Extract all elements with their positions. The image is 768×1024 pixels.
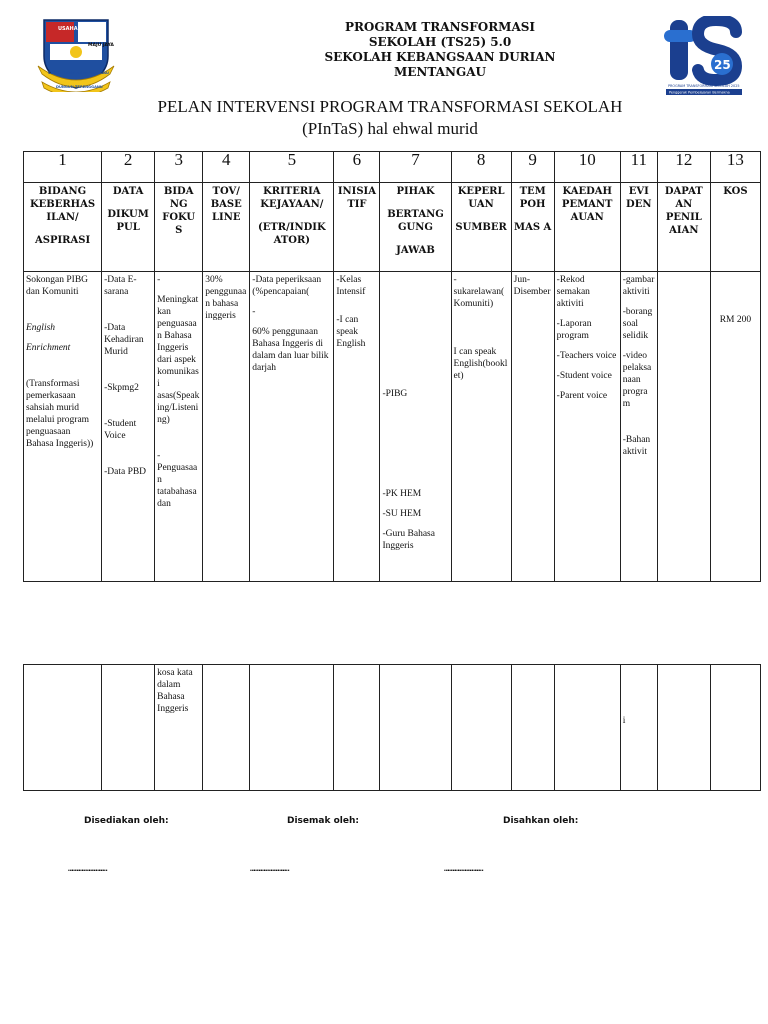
column-header-text: BIDANG KEBERHAS ILAN/ [29, 186, 96, 223]
column-header-row [24, 183, 761, 272]
column-header [250, 183, 334, 272]
cell-keperluan [451, 272, 511, 582]
cell-text: -Teachers voice [556, 351, 617, 361]
cell-tempoh [511, 665, 554, 791]
cell-text: -Student Voice [104, 419, 137, 441]
column-number: 3 [155, 152, 203, 183]
column-header-text: DIKUM PUL [107, 209, 149, 233]
cell-text: Meningkatkan penguasaan Bahasa Inggeris dari aspek komunikasi asas(Speaking/Listening) [157, 295, 200, 425]
intervention-plan-table-continued [23, 664, 761, 791]
column-header [203, 183, 250, 272]
cell-text: I can speak English(booklet) [453, 347, 508, 381]
column-header-text: KAEDAH PEMANT AUAN [561, 186, 613, 223]
column-header-text: BERTANG GUNG [387, 209, 444, 233]
column-number: 12 [657, 152, 710, 183]
column-header-text: TOV/ BASE LINE [210, 186, 242, 223]
column-header-text: INISIA TIF [337, 186, 376, 210]
cell-text: -Data E-sarana [104, 275, 137, 297]
header-line-3: SEKOLAH KEBANGSAAN DURIAN [324, 50, 556, 64]
column-header-text: BIDA NG FOKU S [162, 186, 196, 236]
ts25-logo [664, 16, 744, 96]
document-title [120, 96, 660, 140]
column-number: 9 [511, 152, 554, 183]
column-header [24, 183, 102, 272]
cell-tov [203, 665, 250, 791]
ts25-caption-1: PROGRAM TRANSFORMASI SEKOLAH 2025 [668, 84, 740, 88]
cell-text: -video pelaksanaan program [622, 351, 652, 409]
column-header-text: KOS [723, 186, 748, 197]
approved-by-label: Disahkan oleh: [503, 816, 579, 826]
cell-kos [710, 665, 760, 791]
column-header [710, 183, 760, 272]
column-header-text: TEM POH [519, 186, 546, 210]
crest-motto-right: MAJU JAYA [88, 43, 114, 48]
cell-text: Enrichment [26, 343, 71, 353]
checked-by-label: Disemak oleh: [287, 816, 359, 826]
cell-text: Sokongan PIBG dan Komuniti [26, 275, 89, 297]
cell-text: RM 200 [719, 315, 752, 325]
cell-text: -Laporan program [556, 319, 592, 341]
column-number-row [24, 152, 761, 183]
cell-kos [710, 272, 760, 582]
column-header [380, 183, 451, 272]
column-header-text: DATA [112, 186, 144, 197]
cell-text: i [622, 716, 626, 726]
cell-data [102, 665, 155, 791]
table-row [24, 272, 761, 582]
cell-keperluan [451, 665, 511, 791]
cell-text: -sukarelawan(Komuniti) [453, 275, 505, 309]
column-header [620, 183, 657, 272]
cell-bidang [24, 665, 102, 791]
cell-bidang-fokus [155, 272, 203, 582]
cell-text: -Data Kehadiran Murid [104, 323, 144, 357]
approved-by-signature-line: …………………………… [444, 864, 482, 874]
column-number: 6 [334, 152, 380, 183]
title-line-1: PELAN INTERVENSI PROGRAM TRANSFORMASI SEKOLAH [157, 97, 623, 116]
prepared-by-label: Disediakan oleh: [84, 816, 169, 826]
cell-text: - [157, 451, 161, 461]
cell-text: -SU HEM [382, 509, 422, 519]
column-header-text: MAS A [514, 222, 552, 233]
column-header [102, 183, 155, 272]
cell-text: - [252, 307, 256, 317]
prepared-by-signature-line: …………………………… [68, 864, 106, 874]
cell-text: -Guru Bahasa Inggeris [382, 529, 435, 551]
column-header-text: JAWAB [396, 245, 435, 256]
cell-text: English [26, 323, 56, 333]
column-number: 8 [451, 152, 511, 183]
header-line-2: SEKOLAH (TS25) 5.0 [368, 35, 512, 49]
table-row [24, 665, 761, 791]
header-line-4: MENTANGAU [394, 65, 486, 79]
header-line-1: PROGRAM TRANSFORMASI [344, 20, 536, 34]
cell-text: -gambar aktiviti [622, 275, 655, 297]
column-header-text: SUMBER [455, 222, 507, 233]
cell-text: kosa kata dalam Bahasa Inggeris [157, 668, 193, 714]
column-header [657, 183, 710, 272]
column-header-text: KRITERIA KEJAYAAN/ [260, 186, 324, 210]
cell-text: -Bahan aktivit [622, 435, 651, 457]
column-number: 2 [102, 152, 155, 183]
column-number: 1 [24, 152, 102, 183]
checked-by-signature-line: …………………………… [250, 864, 288, 874]
cell-text: 60% penggunaan Bahasa Inggeris di dalam dan luar bilik darjah [252, 327, 329, 373]
cell-text: -Student voice [556, 371, 612, 381]
intervention-plan-table [23, 151, 761, 582]
cell-text: -Data PBD [104, 467, 147, 477]
column-header [334, 183, 380, 272]
cell-text: -PIBG [382, 389, 408, 399]
cell-kaedah [554, 665, 620, 791]
school-crest-logo [36, 16, 116, 92]
cell-bidang [24, 272, 102, 582]
ts25-caption-2: Penggerak Pembelajaran Bermakna [669, 90, 730, 95]
cell-data [102, 272, 155, 582]
cell-inisiatif [334, 272, 380, 582]
column-header-text: EVI DEN [626, 186, 652, 210]
column-header [554, 183, 620, 272]
cell-text: Jun-Disember [513, 275, 551, 297]
column-number: 7 [380, 152, 451, 183]
column-header [451, 183, 511, 272]
cell-kaedah [554, 272, 620, 582]
column-number: 13 [710, 152, 760, 183]
cell-kriteria [250, 272, 334, 582]
cell-text: -PK HEM [382, 489, 422, 499]
cell-pihak [380, 665, 451, 791]
cell-eviden [620, 665, 657, 791]
cell-tempoh [511, 272, 554, 582]
cell-kriteria [250, 665, 334, 791]
column-header [155, 183, 203, 272]
cell-bidang-fokus [155, 665, 203, 791]
cell-text: -Data peperiksaan (%pencapaian( [252, 275, 322, 297]
column-header-text: ASPIRASI [34, 235, 91, 246]
cell-eviden [620, 272, 657, 582]
cell-text: Penguasaan tatabahasa dan [157, 463, 198, 509]
column-header-text: (ETR/INDIK ATOR) [258, 222, 326, 246]
crest-bottom-text: DUNGUN TERENGGANU [56, 85, 103, 89]
column-header-text: DAPAT AN PENIL AIAN [664, 186, 703, 236]
crest-band-text: SEK KEB DURIAN MENTANGAU [48, 71, 109, 75]
cell-text: 30% penggunaan bahasa inggeris [205, 275, 247, 321]
cell-text: -I can speak English [336, 315, 366, 349]
cell-text: -Rekod semakan aktiviti [556, 275, 590, 309]
cell-text: -Kelas Intensif [336, 275, 366, 297]
column-header-text: PIHAK [396, 186, 435, 197]
column-number: 11 [620, 152, 657, 183]
column-number: 5 [250, 152, 334, 183]
column-number: 10 [554, 152, 620, 183]
cell-text: -borang soal selidik [622, 307, 653, 341]
cell-pihak [380, 272, 451, 582]
cell-text: (Transformasi pemerkasaan sahsiah murid melalui program penguasaan Bahasa Inggeris)) [26, 379, 94, 449]
document-header [300, 20, 580, 80]
cell-text: -Skpmg2 [104, 383, 139, 393]
crest-motto-left: USAHA TEKUN [58, 26, 99, 32]
cell-tov [203, 272, 250, 582]
cell-inisiatif [334, 665, 380, 791]
column-header [511, 183, 554, 272]
column-number: 4 [203, 152, 250, 183]
cell-dapatan [657, 665, 710, 791]
cell-text: -Parent voice [556, 391, 608, 401]
cell-text: - [157, 275, 161, 285]
column-header-text: KEPERL UAN [457, 186, 505, 210]
title-line-2: (PInTaS) hal ehwal murid [302, 119, 478, 138]
ts25-badge: 25 [714, 58, 731, 72]
cell-dapatan [657, 272, 710, 582]
